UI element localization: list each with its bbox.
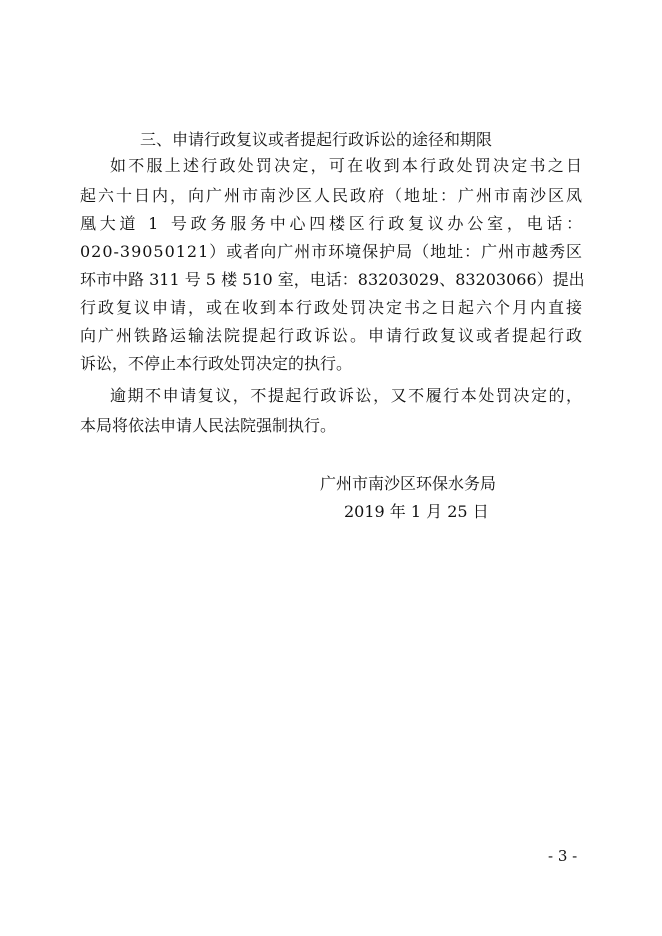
paragraph1-line-1: 如不服上述行政处罚决定，可在收到本行政处罚决定书之日 — [110, 156, 585, 175]
paragraph1-line-4: 020-39050121）或者向广州市环境保护局（地址：广州市越秀区 — [80, 242, 584, 261]
paragraph2-line-2: 本局将依法申请人民法院强制执行。 — [80, 416, 337, 435]
paragraph1-line-5: 环市中路 311 号 5 楼 510 室，电话：83203029、83203066）提出 — [80, 270, 585, 289]
paragraph1-line-3: 凰大道 1 号政务服务中心四楼区行政复议办公室，电话： — [80, 214, 586, 233]
signature-date: 2019 年 1 月 25 日 — [344, 502, 489, 521]
paragraph1-line-2: 起六十日内，向广州市南沙区人民政府（地址：广州市南沙区凤 — [80, 186, 585, 205]
page-number: - 3 - — [548, 847, 578, 865]
signature-organization: 广州市南沙区环保水务局 — [320, 474, 497, 493]
section-heading: 三、申请行政复议或者提起行政诉讼的途径和期限 — [140, 130, 493, 149]
paragraph1-line-6: 行政复议申请，或在收到本行政处罚决定书之日起六个月内直接 — [80, 298, 585, 317]
paragraph2-line-1: 逾期不申请复议，不提起行政诉讼，又不履行本处罚决定的， — [110, 386, 584, 405]
paragraph1-line-7: 向广州铁路运输法院提起行政诉讼。申请行政复议或者提起行政 — [80, 326, 585, 345]
paragraph1-line-8: 诉讼，不停止本行政处罚决定的执行。 — [80, 354, 353, 373]
